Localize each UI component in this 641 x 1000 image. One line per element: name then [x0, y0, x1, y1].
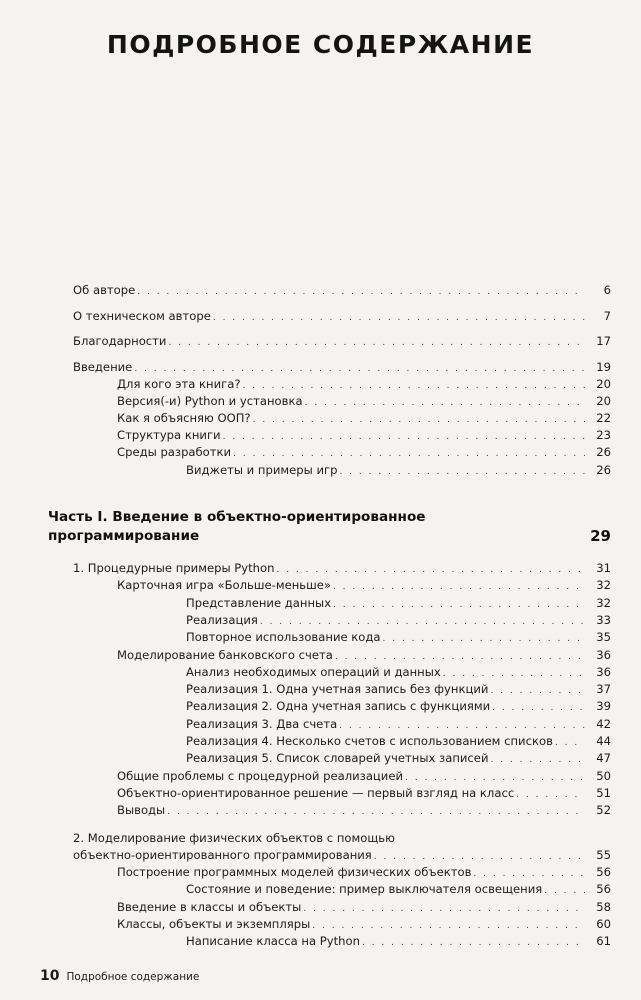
- toc-entry-label: Реализация 5. Список словарей учетных записей: [186, 751, 489, 765]
- dot-leader: [374, 850, 585, 865]
- dot-leader: [362, 936, 585, 951]
- dot-leader: [490, 684, 585, 699]
- toc-entry-label: Реализация 4. Несколько счетов с использованием списков: [186, 734, 553, 748]
- toc-entry-page: 20: [596, 394, 611, 408]
- toc-entry-label: Реализация 3. Два счета: [186, 717, 338, 731]
- dot-leader: [213, 311, 585, 326]
- toc-entry-label: Анализ необходимых операций и данных: [186, 665, 441, 679]
- toc-entry-page: 19: [596, 360, 611, 374]
- toc-entry-page: 47: [596, 751, 611, 765]
- toc-entry-page: 60: [596, 917, 611, 931]
- toc-entry[interactable]: [73, 360, 611, 377]
- toc-entry-page: 36: [596, 665, 611, 679]
- toc-entry-page: 26: [596, 445, 611, 459]
- toc-entry[interactable]: [186, 734, 611, 751]
- page-title: ПОДРОБНОЕ СОДЕРЖАНИЕ: [106, 30, 535, 59]
- toc-entry-page: 39: [596, 699, 611, 713]
- toc-entry-page: 56: [596, 865, 611, 879]
- dot-leader: [233, 447, 585, 462]
- toc-entry[interactable]: [186, 463, 611, 480]
- toc-entry[interactable]: [117, 769, 611, 786]
- toc-entry[interactable]: [73, 561, 611, 578]
- toc-entry[interactable]: [117, 377, 611, 394]
- dot-leader: [405, 771, 585, 786]
- dot-leader: [253, 413, 585, 428]
- toc-entry-label: Карточная игра «Больше-меньше»: [117, 578, 331, 592]
- toc-entry-page: 23: [596, 428, 611, 442]
- toc-entry-page: 36: [596, 648, 611, 662]
- toc-entry-label: Состояние и поведение: пример выключателя освещения: [186, 882, 543, 896]
- toc-entry-page: 31: [596, 561, 611, 575]
- toc-entry-label: Моделирование банковского счета: [117, 648, 333, 662]
- dot-leader: [339, 465, 585, 480]
- toc-entry-page: 52: [596, 803, 611, 817]
- toc-entry-label: Введение: [73, 360, 133, 374]
- toc-entry-label: Об авторе: [73, 283, 136, 297]
- toc-entry-label: Версия(-и) Python и установка: [117, 394, 303, 408]
- part-heading[interactable]: [48, 508, 611, 546]
- toc-entry-label: Структура книги: [117, 428, 221, 442]
- toc-entry-label: Классы, объекты и экземпляры: [117, 917, 311, 931]
- toc-entry[interactable]: [117, 786, 611, 803]
- toc-entry[interactable]: [117, 411, 611, 428]
- dot-leader: [260, 615, 585, 630]
- toc-entry[interactable]: [117, 917, 611, 934]
- toc-entry[interactable]: [73, 309, 611, 326]
- toc-entry-label: Реализация: [186, 613, 258, 627]
- toc-entry[interactable]: [117, 865, 611, 882]
- dot-leader: [168, 336, 585, 351]
- dot-leader: [305, 396, 585, 411]
- dot-leader: [335, 650, 585, 665]
- dot-leader: [223, 430, 585, 445]
- toc-entry-label: Как я объясняю ООП?: [117, 411, 251, 425]
- toc-entry-label: Введение в классы и объекты: [117, 900, 302, 914]
- toc-entry-page: 56: [596, 882, 611, 896]
- toc-entry-label: Виджеты и примеры игр: [186, 463, 338, 477]
- toc-entry-page: 44: [596, 734, 611, 748]
- toc-entry-label: Написание класса на Python: [186, 934, 360, 948]
- toc-entry-page: 22: [596, 411, 611, 425]
- toc-entry-page: 32: [596, 596, 611, 610]
- toc-entry[interactable]: [186, 682, 611, 699]
- toc-entry-page: 61: [596, 934, 611, 948]
- page-footer: [40, 968, 199, 984]
- toc-entry-label: Для кого эта книга?: [117, 377, 241, 391]
- toc-entry-label: Реализация 2. Одна учетная запись с функциями: [186, 699, 491, 713]
- toc-entry-page: 35: [596, 630, 611, 644]
- dot-leader: [555, 736, 585, 751]
- toc-entry[interactable]: [186, 613, 611, 630]
- toc-entry[interactable]: [117, 648, 611, 665]
- toc-entry-page: 17: [596, 334, 611, 348]
- toc-entry-label: О техническом авторе: [73, 309, 211, 323]
- toc-entry-page: 32: [596, 578, 611, 592]
- toc-entry[interactable]: [117, 428, 611, 445]
- dot-leader: [167, 805, 585, 820]
- toc-entry-page: 7: [603, 309, 611, 323]
- toc-entry[interactable]: [117, 394, 611, 411]
- toc-entry[interactable]: [186, 665, 611, 682]
- dot-leader: [490, 753, 585, 768]
- toc-entry-label: Повторное использование кода: [186, 630, 381, 644]
- part-page: 29: [590, 527, 611, 545]
- toc-entry-label: Выводы: [117, 803, 166, 817]
- dot-leader: [333, 580, 585, 595]
- toc-entry-label: 1. Процедурные примеры Python: [73, 561, 275, 575]
- dot-leader: [492, 701, 585, 716]
- toc-entry-label: Объектно-ориентированное решение — первый взгляд на класс: [117, 786, 515, 800]
- part-title: Часть I. Введение в объектно-ориентированное программирование: [48, 509, 426, 544]
- dot-leader: [276, 563, 585, 578]
- toc-entry-label: объектно-ориентированного программирования: [73, 848, 372, 862]
- dot-leader: [134, 362, 585, 377]
- toc-entry-label: Общие проблемы с процедурной реализацией: [117, 769, 404, 783]
- toc-entry[interactable]: [186, 882, 611, 899]
- toc-entry-label: Построение программных моделей физических объектов: [117, 865, 472, 879]
- toc-entry[interactable]: [117, 900, 611, 917]
- dot-leader: [544, 884, 585, 899]
- toc-entry-page: 37: [596, 682, 611, 696]
- dot-leader: [473, 867, 585, 882]
- toc-entry-page: 20: [596, 377, 611, 391]
- toc-entry[interactable]: [73, 334, 611, 351]
- toc-entry[interactable]: [117, 803, 611, 820]
- toc-entry-page: 50: [596, 769, 611, 783]
- toc-entry-label: Реализация 1. Одна учетная запись без функций: [186, 682, 489, 696]
- toc-entry[interactable]: [186, 717, 611, 734]
- toc-entry[interactable]: [117, 445, 611, 462]
- dot-leader: [312, 919, 585, 934]
- toc-entry-label: Среды разработки: [117, 445, 232, 459]
- toc-entry[interactable]: [73, 283, 611, 300]
- chapter-heading: 2. Моделирование физических объектов с помощью: [73, 831, 395, 845]
- toc-entry[interactable]: [186, 630, 611, 647]
- toc-entry[interactable]: [117, 578, 611, 595]
- toc-entry[interactable]: [186, 596, 611, 613]
- dot-leader: [333, 598, 585, 613]
- dot-leader: [339, 719, 585, 734]
- toc-entry-page: 55: [596, 848, 611, 862]
- page-number: 10: [40, 968, 60, 984]
- toc-entry-page: 42: [596, 717, 611, 731]
- dot-leader: [443, 667, 585, 682]
- toc-entry[interactable]: [186, 934, 611, 951]
- toc-entry-page: 33: [596, 613, 611, 627]
- toc-entry[interactable]: [186, 699, 611, 716]
- toc-entry-label: Благодарности: [73, 334, 167, 348]
- dot-leader: [516, 788, 585, 803]
- dot-leader: [383, 632, 585, 647]
- toc-entry[interactable]: [73, 848, 611, 865]
- toc-entry-page: 26: [596, 463, 611, 477]
- running-title: Подробное содержание: [66, 971, 200, 983]
- toc-entry-page: 51: [596, 786, 611, 800]
- dot-leader: [303, 902, 585, 917]
- toc-entry-page: 58: [596, 900, 611, 914]
- dot-leader: [137, 285, 585, 300]
- toc-entry-label: Представление данных: [186, 596, 332, 610]
- dot-leader: [242, 379, 585, 394]
- toc-entry[interactable]: [186, 751, 611, 768]
- toc-entry-page: 6: [603, 283, 611, 297]
